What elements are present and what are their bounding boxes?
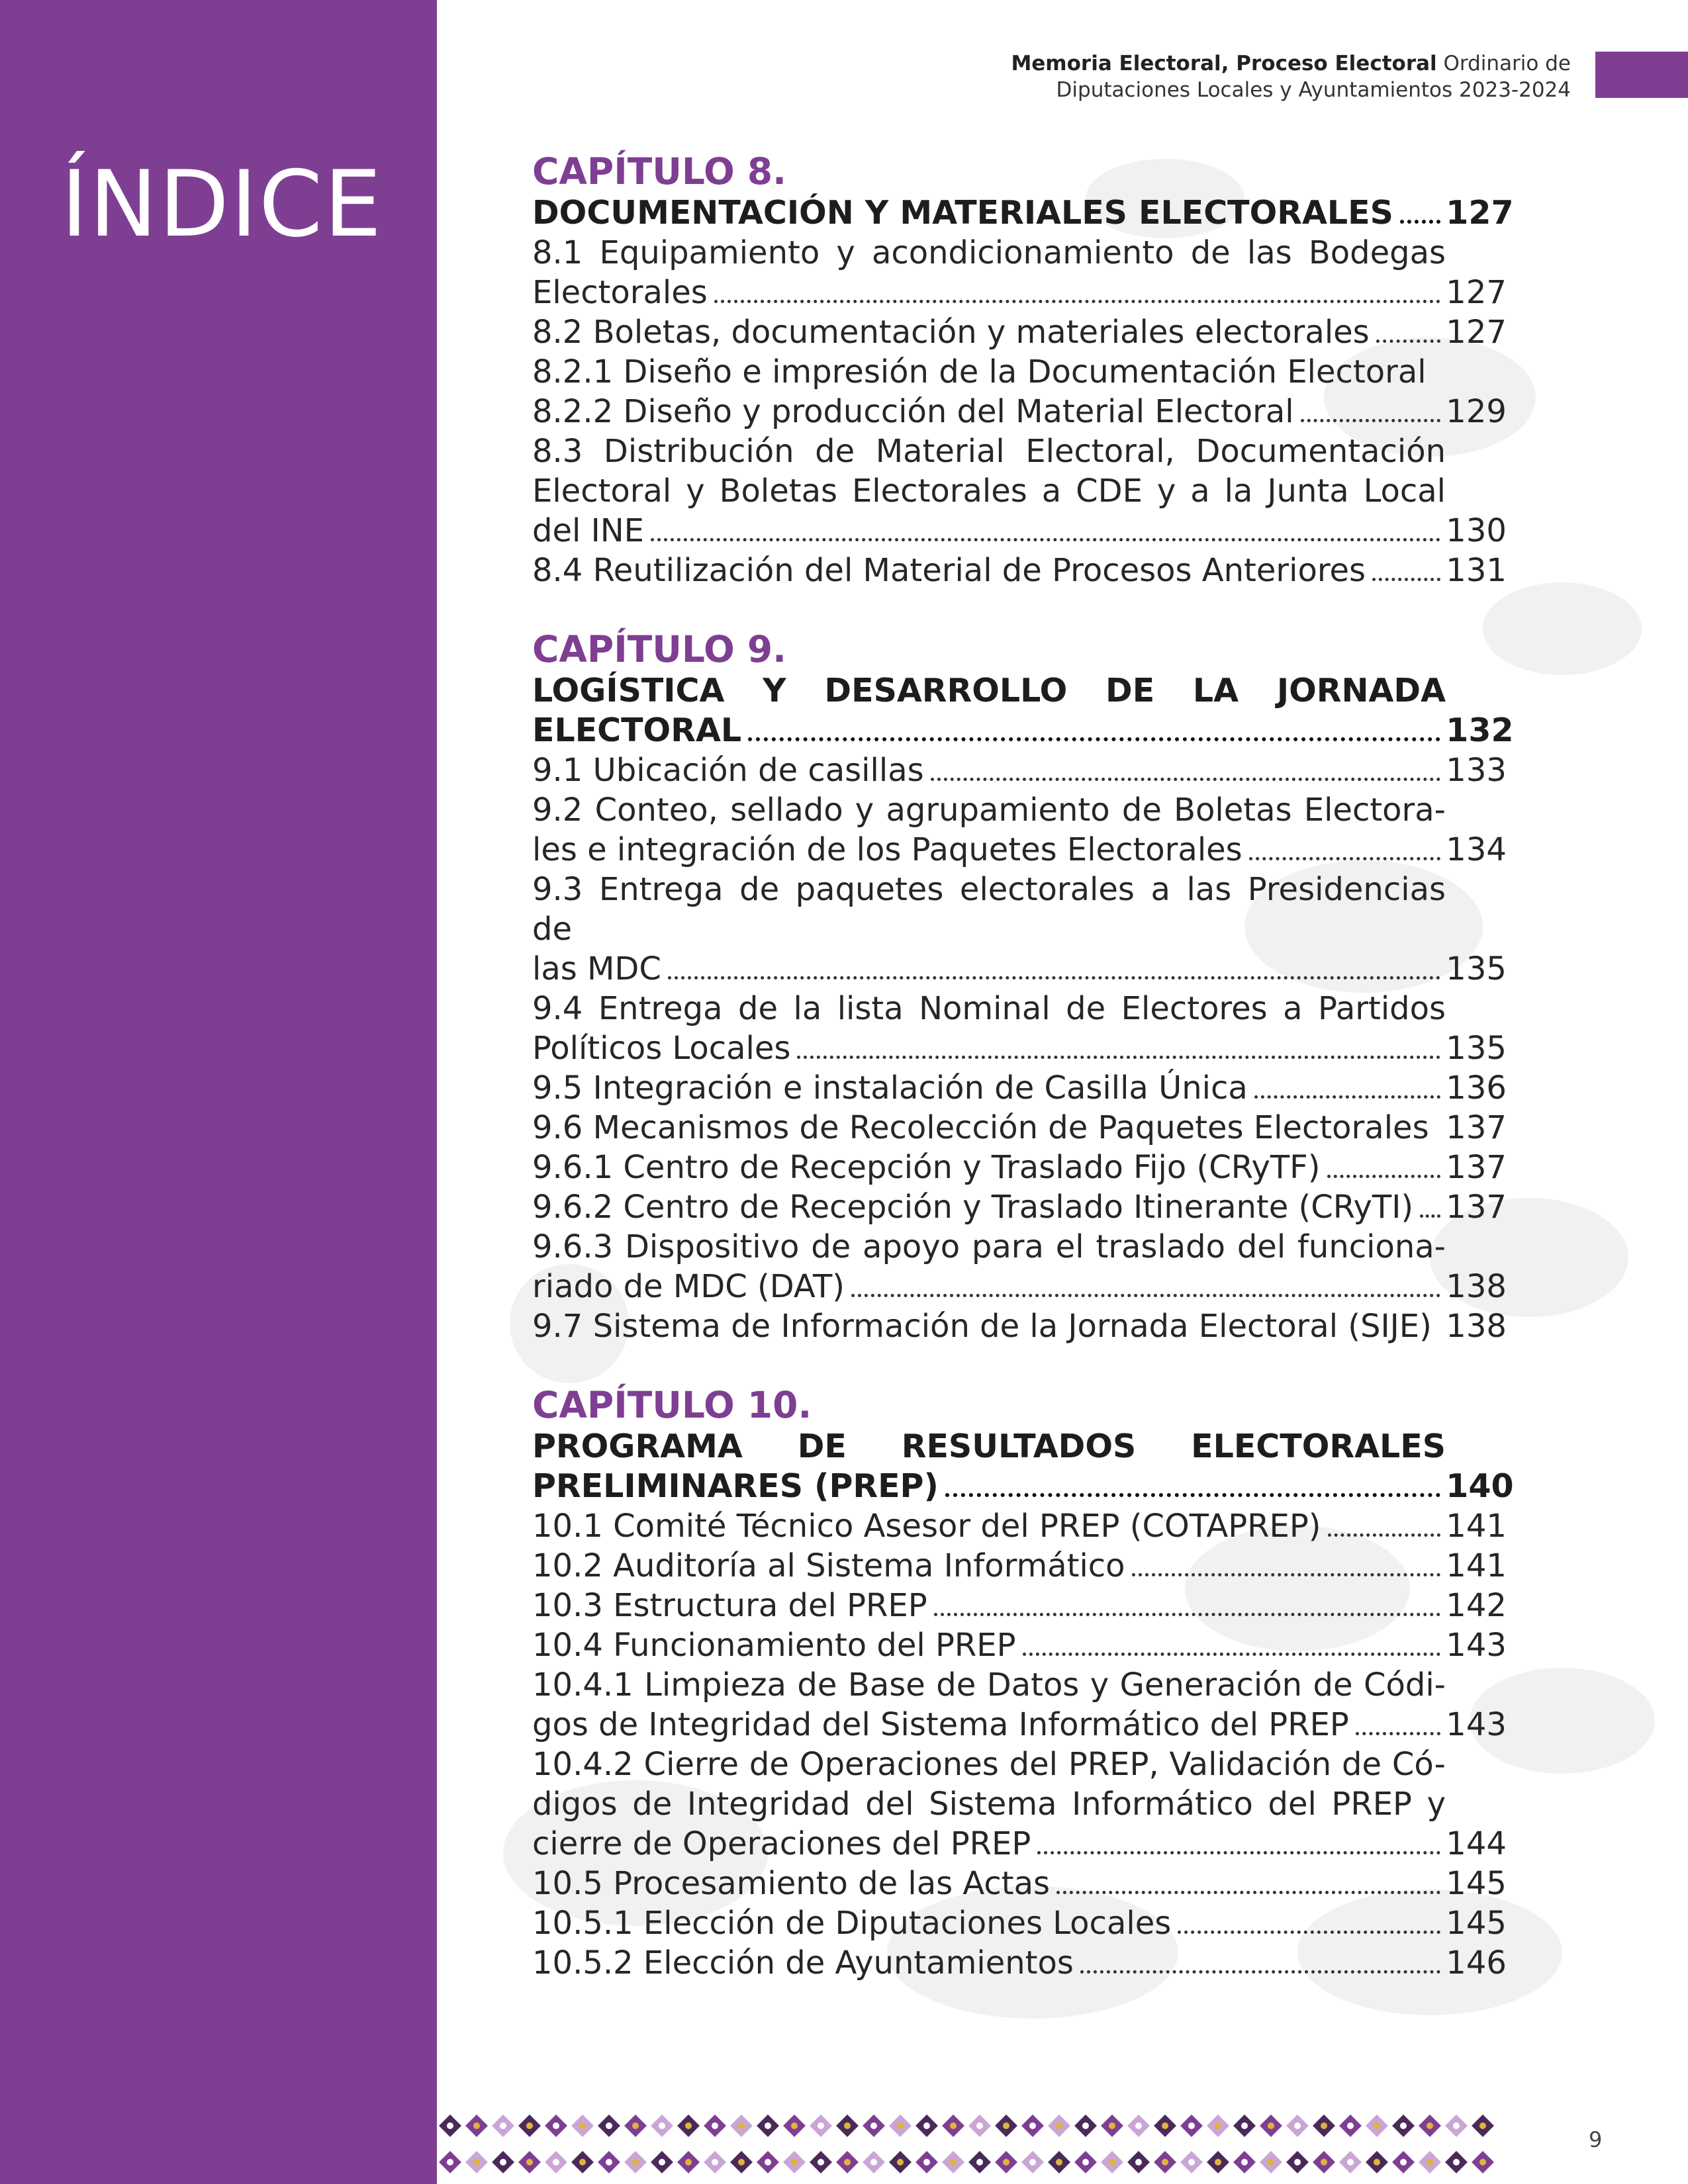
dot-leader bbox=[1376, 340, 1441, 343]
embroidery-dot bbox=[1400, 2122, 1407, 2129]
embroidery-dot bbox=[500, 2159, 506, 2165]
toc-entry-line bbox=[532, 989, 1519, 1028]
toc-entry[interactable] bbox=[532, 1586, 1519, 1625]
toc-entry-text: 10.5.1 Elección de Diputaciones Locales bbox=[532, 1905, 1172, 1942]
embroidery-dot bbox=[659, 2159, 665, 2165]
dot-leader bbox=[668, 976, 1440, 979]
toc-entry-text: 10.5.2 Elección de Ayuntamientos bbox=[532, 1944, 1074, 1981]
toc-entry[interactable] bbox=[532, 1943, 1519, 1983]
toc-page-number: 141 bbox=[1446, 1547, 1507, 1584]
toc-entry-line bbox=[532, 1467, 1519, 1506]
embroidery-dot bbox=[950, 2122, 957, 2129]
embroidery-dot bbox=[473, 2159, 480, 2165]
toc-entry-text: gos de Integridad del Sistema Informático del PREP bbox=[532, 1706, 1349, 1743]
toc-entry-line bbox=[532, 1864, 1519, 1903]
toc-page-number: 134 bbox=[1446, 831, 1507, 868]
toc-entry-text: 9.6 Mecanismos de Recolección de Paquetes Electorales bbox=[532, 1109, 1429, 1146]
embroidery-dot bbox=[1109, 2122, 1115, 2129]
toc-entry-line bbox=[532, 1267, 1519, 1306]
running-header bbox=[1011, 50, 1571, 103]
header-title-line2: Diputaciones Locales y Ayuntamientos 2023-2024 bbox=[1056, 78, 1571, 102]
toc-entry[interactable] bbox=[532, 1306, 1519, 1346]
embroidery-dot bbox=[1268, 2122, 1274, 2129]
embroidery-dot bbox=[1215, 2122, 1221, 2129]
toc-entry-text: 9.7 Sistema de Información de la Jornada Electoral (SIJE) bbox=[532, 1308, 1432, 1345]
toc-entry-text: 10.1 Comité Técnico Asesor del PREP (COTAPREP) bbox=[532, 1508, 1321, 1545]
embroidery-dot bbox=[1029, 2159, 1036, 2165]
dot-leader bbox=[1037, 1851, 1440, 1854]
toc-entry-line bbox=[532, 1665, 1519, 1705]
embroidery-dot bbox=[1321, 2122, 1327, 2129]
dot-leader bbox=[1356, 1732, 1440, 1735]
toc-page-number: 141 bbox=[1446, 1508, 1507, 1545]
toc-entry-text: Electoral y Boletas Electorales a CDE y a la Junta Local bbox=[532, 473, 1446, 510]
embroidery-dot bbox=[818, 2122, 824, 2129]
chapter-section bbox=[532, 150, 1519, 590]
toc-entry-line bbox=[532, 1705, 1519, 1745]
embroidery-dot bbox=[870, 2159, 877, 2165]
toc-page-number: 137 bbox=[1446, 1189, 1507, 1226]
embroidery-dot bbox=[553, 2159, 559, 2165]
toc-entry-line bbox=[532, 830, 1519, 870]
toc-entry-line bbox=[532, 1745, 1519, 1784]
embroidery-dot bbox=[765, 2122, 771, 2129]
toc-entry-line bbox=[532, 1306, 1519, 1346]
header-title-bold: Memoria Electoral, Proceso Electoral bbox=[1011, 52, 1437, 75]
embroidery-dot bbox=[1294, 2159, 1301, 2165]
toc-entry[interactable] bbox=[532, 1108, 1519, 1148]
dot-leader bbox=[934, 1613, 1441, 1616]
embroidery-dot bbox=[606, 2159, 612, 2165]
toc-entry[interactable] bbox=[532, 1187, 1519, 1227]
chapter-heading-entry[interactable] bbox=[532, 1427, 1519, 1506]
toc-entry-text: 9.1 Ubicación de casillas bbox=[532, 752, 924, 789]
toc-entry-line bbox=[532, 790, 1519, 830]
embroidery-dot bbox=[632, 2159, 639, 2165]
embroidery-dot bbox=[950, 2159, 957, 2165]
header-title-rest: Ordinario de bbox=[1436, 52, 1571, 75]
toc-entry-line bbox=[532, 471, 1519, 511]
embroidery-dot bbox=[659, 2122, 665, 2129]
toc-entry-line bbox=[532, 352, 1519, 392]
toc-page-number: 135 bbox=[1446, 1030, 1507, 1067]
toc-entry-text: 8.3 Distribución de Material Electoral, Documentación bbox=[532, 433, 1446, 470]
toc-page-number: 145 bbox=[1446, 1865, 1507, 1902]
chapter-heading-entry[interactable] bbox=[532, 671, 1519, 751]
toc-entry[interactable] bbox=[532, 1068, 1519, 1108]
embroidery-dot bbox=[844, 2122, 851, 2129]
toc-entry[interactable] bbox=[532, 312, 1519, 352]
toc-entry-text: DOCUMENTACIÓN Y MATERIALES ELECTORALES bbox=[532, 194, 1393, 232]
toc-page-number: 137 bbox=[1446, 1149, 1507, 1186]
header-accent-tab bbox=[1595, 52, 1688, 98]
toc-entry-line bbox=[532, 1187, 1519, 1227]
embroidery-dot bbox=[791, 2122, 798, 2129]
toc-entry-text: 10.4.1 Limpieza de Base de Datos y Generación de Códi- bbox=[532, 1666, 1446, 1704]
embroidery-dot bbox=[1453, 2122, 1460, 2129]
embroidery-dot bbox=[1056, 2122, 1062, 2129]
dot-leader bbox=[1254, 1095, 1441, 1099]
toc-page-number: 146 bbox=[1446, 1944, 1507, 1981]
dot-leader bbox=[1301, 419, 1441, 422]
toc-entry-line bbox=[532, 233, 1519, 273]
toc-entry-line bbox=[532, 273, 1519, 312]
toc-entry-text: digos de Integridad del Sistema Informático del PREP y bbox=[532, 1786, 1446, 1823]
embroidery-dot bbox=[606, 2122, 612, 2129]
embroidery-dot bbox=[1374, 2122, 1380, 2129]
toc-entry-line bbox=[532, 1227, 1519, 1267]
toc-page-number: 129 bbox=[1446, 393, 1507, 430]
toc-page-number: 127 bbox=[1446, 314, 1507, 351]
toc-entry-text: 8.2.1 Diseño e impresión de la Documentación Electoral bbox=[532, 353, 1427, 390]
toc-entry-text: 9.6.1 Centro de Recepción y Traslado Fijo (CRyTF) bbox=[532, 1149, 1321, 1186]
embroidery-dot bbox=[1135, 2159, 1142, 2165]
toc-entry-line bbox=[532, 1028, 1519, 1068]
embroidery-dot bbox=[1374, 2159, 1380, 2165]
embroidery-dot bbox=[500, 2122, 506, 2129]
embroidery-dot bbox=[1427, 2122, 1433, 2129]
embroidery-dot bbox=[1109, 2159, 1115, 2165]
toc-page-number: 144 bbox=[1446, 1825, 1507, 1862]
toc-entry-line bbox=[532, 511, 1519, 551]
embroidery-dot bbox=[1241, 2122, 1248, 2129]
embroidery-dot bbox=[765, 2159, 771, 2165]
toc-entry-text: 8.2 Boletas, documentación y materiales electorales bbox=[532, 314, 1370, 351]
toc-entry[interactable] bbox=[532, 1625, 1519, 1665]
embroidery-dot bbox=[1321, 2159, 1327, 2165]
dot-leader bbox=[1023, 1653, 1441, 1656]
sidebar-band bbox=[0, 0, 437, 2184]
embroidery-dot bbox=[1082, 2122, 1089, 2129]
toc-entry-text: cierre de Operaciones del PREP bbox=[532, 1825, 1031, 1862]
toc-entry-text: PROGRAMA DE RESULTADOS ELECTORALES bbox=[532, 1428, 1446, 1465]
dot-leader bbox=[931, 778, 1441, 781]
toc-page-number: 136 bbox=[1446, 1069, 1507, 1107]
embroidery-dot bbox=[1294, 2122, 1301, 2129]
embroidery-dot bbox=[1347, 2159, 1354, 2165]
embroidery-dot bbox=[738, 2122, 745, 2129]
toc-entry[interactable] bbox=[532, 1745, 1519, 1864]
chapter-section bbox=[532, 627, 1519, 1346]
embroidery-dot bbox=[1188, 2122, 1195, 2129]
toc-entry-line bbox=[532, 1148, 1519, 1187]
toc-entry[interactable] bbox=[532, 392, 1519, 432]
embroidery-dot bbox=[1162, 2159, 1168, 2165]
toc-page-number: 143 bbox=[1446, 1706, 1507, 1743]
embroidery-dot bbox=[897, 2122, 904, 2129]
toc-entry[interactable] bbox=[532, 1903, 1519, 1943]
toc-page-number: 135 bbox=[1446, 950, 1507, 987]
toc-entry-text: ELECTORAL bbox=[532, 711, 742, 749]
embroidery-dot bbox=[473, 2122, 480, 2129]
embroidery-dot bbox=[818, 2159, 824, 2165]
index-title: ÍNDICE bbox=[61, 151, 383, 257]
embroidery-dot bbox=[897, 2159, 904, 2165]
toc-entry-text: 9.6.2 Centro de Recepción y Traslado Itinerante (CRyTI) bbox=[532, 1189, 1414, 1226]
toc-entry-line bbox=[532, 392, 1519, 432]
toc-entry-line bbox=[532, 711, 1519, 751]
toc-entry-line bbox=[532, 751, 1519, 790]
toc-entry-text: 8.4 Reutilización del Material de Procesos Anteriores bbox=[532, 552, 1366, 589]
toc-entry-text: del INE bbox=[532, 512, 644, 549]
toc-page-number: 127 bbox=[1446, 274, 1507, 311]
toc-page-number: 145 bbox=[1446, 1905, 1507, 1942]
toc-entry-text: 10.3 Estructura del PREP bbox=[532, 1587, 927, 1624]
dot-leader bbox=[651, 538, 1440, 541]
dot-leader bbox=[1420, 1214, 1440, 1218]
toc-page-number: 137 bbox=[1446, 1109, 1507, 1146]
dot-leader bbox=[748, 737, 1440, 741]
toc-entry[interactable] bbox=[532, 751, 1519, 790]
toc-entry[interactable] bbox=[532, 1864, 1519, 1903]
toc-entry[interactable] bbox=[532, 551, 1519, 590]
chapter-label: CAPÍTULO 9. bbox=[532, 628, 787, 670]
dot-leader bbox=[1372, 578, 1440, 581]
toc-entry-text: riado de MDC (DAT) bbox=[532, 1268, 845, 1305]
toc-entry[interactable] bbox=[532, 352, 1519, 392]
toc-page-number: 130 bbox=[1446, 512, 1507, 549]
toc-entry-line bbox=[532, 949, 1519, 989]
toc-entry-line bbox=[532, 312, 1519, 352]
table-of-contents bbox=[532, 150, 1519, 2020]
toc-entry-line bbox=[532, 193, 1519, 233]
toc-entry-text: Electorales bbox=[532, 274, 708, 311]
embroidery-dot bbox=[526, 2122, 533, 2129]
dot-leader bbox=[1328, 1533, 1441, 1537]
toc-page-number: 133 bbox=[1446, 752, 1507, 789]
embroidery-dot bbox=[1056, 2159, 1062, 2165]
embroidery-dot bbox=[1135, 2122, 1142, 2129]
dot-leader bbox=[1327, 1175, 1441, 1178]
toc-entry-text: LOGÍSTICA Y DESARROLLO DE LA JORNADA bbox=[532, 672, 1446, 709]
embroidery-dot bbox=[791, 2159, 798, 2165]
embroidery-dot bbox=[870, 2122, 877, 2129]
toc-entry-line bbox=[532, 432, 1519, 471]
dot-leader bbox=[945, 1493, 1440, 1497]
toc-entry-text: Políticos Locales bbox=[532, 1030, 791, 1067]
embroidery-dot bbox=[447, 2122, 453, 2129]
toc-entry-text: las MDC bbox=[532, 950, 661, 987]
page-number: 9 bbox=[1589, 2127, 1603, 2152]
toc-entry[interactable] bbox=[532, 1665, 1519, 1745]
toc-entry-text: 8.2.2 Diseño y producción del Material Electoral bbox=[532, 393, 1294, 430]
dot-leader bbox=[1080, 1970, 1440, 1974]
toc-entry[interactable] bbox=[532, 989, 1519, 1068]
toc-entry-text: 9.2 Conteo, sellado y agrupamiento de Boletas Electora- bbox=[532, 792, 1446, 829]
toc-page-number: 138 bbox=[1446, 1308, 1507, 1345]
toc-entry[interactable] bbox=[532, 870, 1519, 989]
toc-entry-line bbox=[532, 1625, 1519, 1665]
embroidery-dot bbox=[738, 2159, 745, 2165]
toc-entry[interactable] bbox=[532, 790, 1519, 870]
embroidery-dot bbox=[1268, 2159, 1274, 2165]
toc-page-number: 127 bbox=[1446, 194, 1514, 232]
toc-entry-line bbox=[532, 1824, 1519, 1864]
toc-entry-text: 10.5 Procesamiento de las Actas bbox=[532, 1865, 1051, 1902]
embroidery-dot bbox=[1188, 2159, 1195, 2165]
toc-entry-text: PRELIMINARES (PREP) bbox=[532, 1467, 939, 1505]
toc-entry[interactable] bbox=[532, 1148, 1519, 1187]
toc-entry-text: 9.3 Entrega de paquetes electorales a las Presidencias de bbox=[532, 871, 1446, 948]
embroidery-dot bbox=[844, 2159, 851, 2165]
toc-entry[interactable] bbox=[532, 1546, 1519, 1586]
toc-entry-line bbox=[532, 1068, 1519, 1108]
toc-page-number: 138 bbox=[1446, 1268, 1507, 1305]
toc-entry-line bbox=[532, 1943, 1519, 1983]
embroidery-dot bbox=[1400, 2159, 1407, 2165]
dot-leader bbox=[714, 300, 1441, 303]
embroidery-dot bbox=[976, 2122, 983, 2129]
toc-entry-text: les e integración de los Paquetes Electorales bbox=[532, 831, 1243, 868]
embroidery-dot bbox=[1479, 2159, 1486, 2165]
embroidery-dot bbox=[1453, 2159, 1460, 2165]
toc-page-number: 131 bbox=[1446, 552, 1507, 589]
toc-entry-text: 9.5 Integración e instalación de Casilla Única bbox=[532, 1069, 1248, 1107]
embroidery-dot bbox=[579, 2159, 586, 2165]
toc-entry-text: 8.1 Equipamiento y acondicionamiento de las Bodegas bbox=[532, 234, 1446, 271]
dot-leader bbox=[1400, 220, 1440, 224]
embroidery-dot bbox=[1162, 2122, 1168, 2129]
embroidery-dot bbox=[923, 2122, 930, 2129]
embroidery-dot bbox=[1427, 2159, 1433, 2165]
toc-entry-text: 10.2 Auditoría al Sistema Informático bbox=[532, 1547, 1125, 1584]
embroidery-dot bbox=[1029, 2122, 1036, 2129]
dot-leader bbox=[1056, 1891, 1440, 1894]
toc-page-number: 143 bbox=[1446, 1627, 1507, 1664]
embroidery-dot bbox=[923, 2159, 930, 2165]
toc-entry-line bbox=[532, 1903, 1519, 1943]
toc-page-number: 142 bbox=[1446, 1587, 1507, 1624]
toc-entry-line bbox=[532, 1427, 1519, 1467]
toc-entry-line bbox=[532, 1506, 1519, 1546]
toc-entry-text: 9.4 Entrega de la lista Nominal de Electores a Partidos bbox=[532, 990, 1446, 1027]
embroidery-dot bbox=[712, 2159, 718, 2165]
embroidery-dot bbox=[553, 2122, 559, 2129]
embroidery-dot bbox=[447, 2159, 453, 2165]
dot-leader bbox=[1178, 1931, 1440, 1934]
toc-entry-line bbox=[532, 1784, 1519, 1824]
toc-entry-line bbox=[532, 870, 1519, 949]
embroidery-dot bbox=[632, 2122, 639, 2129]
toc-entry-line bbox=[532, 1108, 1519, 1148]
toc-entry-text: 9.6.3 Dispositivo de apoyo para el traslado del funciona- bbox=[532, 1228, 1446, 1265]
embroidery-dot bbox=[685, 2122, 692, 2129]
embroidery-dot bbox=[1003, 2159, 1009, 2165]
embroidery-dot bbox=[1241, 2159, 1248, 2165]
dot-leader bbox=[1249, 857, 1441, 860]
toc-entry-line bbox=[532, 1546, 1519, 1586]
embroidery-dot bbox=[712, 2122, 718, 2129]
toc-entry-line bbox=[532, 671, 1519, 711]
embroidery-dot bbox=[976, 2159, 983, 2165]
chapter-label: CAPÍTULO 8. bbox=[532, 150, 787, 193]
embroidery-dot bbox=[526, 2159, 533, 2165]
chapter-section bbox=[532, 1383, 1519, 1983]
chapter-heading-entry[interactable] bbox=[532, 193, 1519, 233]
embroidery-dot bbox=[579, 2122, 586, 2129]
dot-leader bbox=[797, 1056, 1440, 1059]
toc-entry[interactable] bbox=[532, 1227, 1519, 1306]
footer-embroidery-band bbox=[437, 2106, 1503, 2184]
toc-entry[interactable] bbox=[532, 233, 1519, 312]
toc-entry-text: 10.4 Funcionamiento del PREP bbox=[532, 1627, 1016, 1664]
embroidery-dot bbox=[1347, 2122, 1354, 2129]
toc-entry-text: 10.4.2 Cierre de Operaciones del PREP, Validación de Có- bbox=[532, 1746, 1446, 1783]
chapter-label: CAPÍTULO 10. bbox=[532, 1384, 812, 1426]
toc-entry-line bbox=[532, 551, 1519, 590]
toc-page-number: 132 bbox=[1446, 711, 1514, 749]
dot-leader bbox=[1132, 1573, 1441, 1576]
embroidery-dot bbox=[1215, 2159, 1221, 2165]
embroidery-dot bbox=[1479, 2122, 1486, 2129]
embroidery-dot bbox=[1082, 2159, 1089, 2165]
dot-leader bbox=[851, 1294, 1440, 1297]
toc-page-number: 140 bbox=[1446, 1467, 1514, 1505]
toc-entry[interactable] bbox=[532, 1506, 1519, 1546]
embroidery-dot bbox=[685, 2159, 692, 2165]
toc-entry[interactable] bbox=[532, 432, 1519, 551]
toc-entry-line bbox=[532, 1586, 1519, 1625]
embroidery-dot bbox=[1003, 2122, 1009, 2129]
